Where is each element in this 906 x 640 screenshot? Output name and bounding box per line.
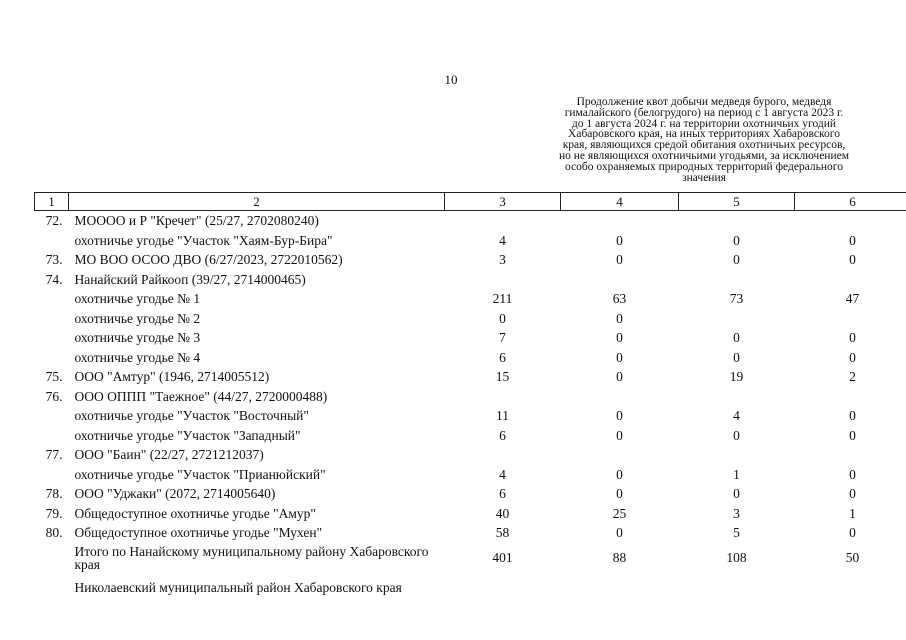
caption-line: значения <box>682 171 726 184</box>
row-number: 75. <box>45 369 63 384</box>
quota-value: 0 <box>616 466 623 482</box>
quota-value: 211 <box>492 291 513 306</box>
row-name: охотничье угодье № 3 <box>74 330 201 345</box>
table-row <box>35 250 906 270</box>
quota-value: 0 <box>616 232 623 248</box>
quota-value: 0 <box>849 525 856 540</box>
quota-value <box>445 270 561 290</box>
quota-value: 0 <box>616 427 623 443</box>
quota-value: 1 <box>849 505 856 521</box>
quota-value: 50 <box>845 549 860 565</box>
quota-value <box>561 211 679 231</box>
row-number <box>35 426 69 446</box>
quota-value: 3 <box>733 505 740 521</box>
quota-value: 0 <box>616 330 623 345</box>
quota-value <box>445 445 561 465</box>
quota-value: 0 <box>616 408 623 423</box>
quota-value: 0 <box>849 232 856 248</box>
column-number-row <box>35 193 906 211</box>
quota-value: 5 <box>733 525 740 540</box>
quota-table <box>34 192 906 603</box>
column-header: 2 <box>69 193 445 211</box>
quota-value: 0 <box>733 330 740 345</box>
row-number: 74. <box>45 271 63 287</box>
row-number: 77. <box>45 447 63 462</box>
row-name: Общедоступное охотничье угодье "Мухен" <box>74 525 323 540</box>
quota-value: 73 <box>729 291 744 306</box>
quota-value: 6 <box>499 349 506 365</box>
quota-value: 40 <box>495 505 510 521</box>
table-row <box>35 523 906 543</box>
quota-value <box>561 445 679 465</box>
quota-value <box>795 309 906 329</box>
row-name: Николаевский муниципальный район Хабаровского края <box>74 580 402 595</box>
quota-value: 0 <box>733 427 740 443</box>
quota-value: 1 <box>733 466 740 482</box>
column-header: 1 <box>35 193 69 211</box>
quota-value: 0 <box>849 466 856 482</box>
quota-value: 0 <box>616 525 623 540</box>
quota-value: 19 <box>729 369 744 384</box>
row-number <box>35 543 69 573</box>
row-number <box>35 406 69 426</box>
quota-value <box>561 573 679 603</box>
quota-value: 88 <box>612 549 627 565</box>
row-number <box>35 465 69 485</box>
quota-value: 15 <box>495 369 510 384</box>
row-number <box>35 309 69 329</box>
quota-value <box>679 387 795 407</box>
caption-line: Хабаровского края, на иных территориях Хабаровского <box>568 128 840 141</box>
row-name: ООО ОППП "Таежное" (44/27, 2720000488) <box>74 388 328 404</box>
quota-value: 47 <box>845 291 860 306</box>
quota-value: 0 <box>733 232 740 248</box>
row-name: охотничье угодье № 2 <box>74 310 201 326</box>
quota-value: 63 <box>612 291 627 306</box>
quota-value <box>679 270 795 290</box>
quota-value <box>679 309 795 329</box>
row-number: 78. <box>45 486 63 501</box>
quota-value <box>561 387 679 407</box>
quota-value: 11 <box>496 408 509 423</box>
quota-value <box>679 211 795 231</box>
row-number <box>35 289 69 309</box>
page-number: 10 <box>444 72 458 87</box>
column-header: 4 <box>561 193 679 211</box>
quota-value: 0 <box>849 330 856 345</box>
quota-value: 0 <box>733 486 740 501</box>
quota-value: 0 <box>499 310 506 326</box>
quota-value: 25 <box>612 505 627 521</box>
quota-value <box>795 573 906 603</box>
table-caption <box>532 97 876 183</box>
row-name: МО ВОО ОСОО ДВО (6/27/2023, 2722010562) <box>74 252 343 267</box>
table-row <box>35 573 906 603</box>
row-number: 79. <box>45 505 63 521</box>
caption-line: края, являющихся средой обитания охотничьих ресурсов, <box>562 139 846 152</box>
row-name: ООО "Баин" (22/27, 2721212037) <box>74 447 264 462</box>
table-row <box>35 309 906 329</box>
table-row <box>35 484 906 504</box>
caption-line: Продолжение квот добычи медведя бурого, медведя <box>576 96 832 108</box>
table-row <box>35 211 906 231</box>
row-name: охотничье угодье № 1 <box>74 291 201 306</box>
table-row <box>35 348 906 368</box>
row-number: 80. <box>45 525 63 540</box>
quota-value <box>561 270 679 290</box>
quota-value: 58 <box>495 525 510 540</box>
caption-line: но не являющихся охотничьими угодьями, за исключением <box>559 149 849 162</box>
quota-value: 0 <box>616 369 623 384</box>
row-number <box>35 231 69 251</box>
quota-value: 0 <box>616 252 623 267</box>
row-number <box>35 328 69 348</box>
quota-value <box>795 387 906 407</box>
quota-value <box>795 445 906 465</box>
table-row <box>35 328 906 348</box>
table-row <box>35 367 906 387</box>
table-row <box>35 465 906 485</box>
row-name: охотничье угодье № 4 <box>74 349 201 365</box>
quota-value: 0 <box>616 486 623 501</box>
quota-value: 108 <box>726 549 747 565</box>
row-number: 73. <box>45 252 63 267</box>
column-header: 5 <box>679 193 795 211</box>
quota-value: 4 <box>733 408 740 423</box>
quota-value: 3 <box>499 252 506 267</box>
table-row <box>35 504 906 524</box>
table-row <box>35 289 906 309</box>
row-name: Нанайский Райкооп (39/27, 2714000465) <box>74 271 306 287</box>
quota-value <box>445 211 561 231</box>
table-row <box>35 426 906 446</box>
quota-value <box>679 573 795 603</box>
quota-value <box>445 573 561 603</box>
table-row <box>35 445 906 465</box>
quota-value: 2 <box>849 369 856 384</box>
quota-value: 0 <box>733 349 740 365</box>
column-header: 6 <box>795 193 906 211</box>
quota-value: 0 <box>849 486 856 501</box>
quota-value <box>679 445 795 465</box>
row-name: охотничье угодье "Участок "Прианюйский" <box>74 466 326 482</box>
quota-value: 4 <box>499 466 506 482</box>
caption-line: до 1 августа 2024 г. на территории охотничьих угодий <box>571 117 837 130</box>
quota-value: 0 <box>849 349 856 365</box>
quota-value: 6 <box>499 427 506 443</box>
row-name: ООО "Амтур" (1946, 2714005512) <box>74 369 270 384</box>
row-name: ООО "Уджаки" (2072, 2714005640) <box>74 486 276 501</box>
row-name: Общедоступное охотничье угодье "Амур" <box>74 505 316 521</box>
quota-value: 6 <box>499 486 506 501</box>
quota-value: 0 <box>849 427 856 443</box>
row-number: 76. <box>45 388 63 404</box>
row-name: охотничье угодье "Участок "Восточный" <box>74 408 309 423</box>
table-row <box>35 543 906 573</box>
quota-value: 0 <box>849 408 856 423</box>
quota-value: 401 <box>492 549 513 565</box>
caption-line: гималайского (белогрудого) на период с 1 августа 2023 г. <box>564 106 844 119</box>
quota-value: 0 <box>733 252 740 267</box>
table-row <box>35 270 906 290</box>
row-name: Итого по Нанайскому муниципальному району Хабаровского края <box>74 543 429 572</box>
quota-value: 0 <box>616 310 623 326</box>
row-name: МООOO и Р "Кречет" (25/27, 2702080240) <box>74 213 319 228</box>
quota-value: 4 <box>499 232 506 248</box>
column-header: 3 <box>445 193 561 211</box>
quota-value <box>445 387 561 407</box>
row-name: охотничье угодье "Участок "Хаям-Бур-Бира" <box>74 232 333 248</box>
row-number <box>35 573 69 603</box>
quota-value: 7 <box>499 330 506 345</box>
table-row <box>35 231 906 251</box>
row-number <box>35 348 69 368</box>
quota-value: 0 <box>616 349 623 365</box>
table-row <box>35 387 906 407</box>
quota-value <box>795 270 906 290</box>
quota-value <box>795 211 906 231</box>
caption-line: особо охраняемых природных территорий федерального <box>565 160 843 173</box>
row-name: охотничье угодье "Участок "Западный" <box>74 427 301 443</box>
row-number: 72. <box>45 213 63 228</box>
table-row <box>35 406 906 426</box>
quota-value: 0 <box>849 252 856 267</box>
